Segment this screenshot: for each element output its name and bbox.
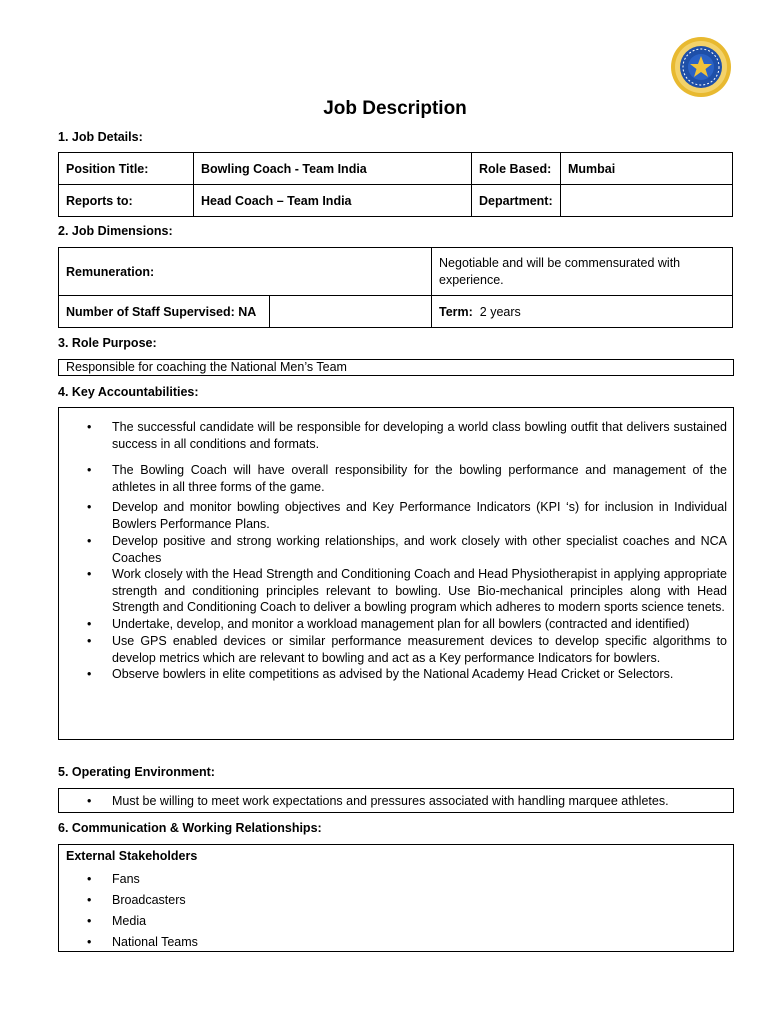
key-accountabilities-list: [59, 419, 733, 683]
section-heading-role-purpose: 3. Role Purpose:: [58, 336, 157, 350]
role-purpose-box: [58, 359, 734, 376]
accountability-item: • Develop and monitor bowling objectives and Key Performance Indicators (KPI ‘s) for inclusion in Individual Bowlers Performance Plans.: [59, 499, 733, 532]
bcci-crest-icon: [670, 36, 732, 98]
job-details-table: [58, 152, 733, 217]
operating-environment-item: • Must be willing to meet work expectations and pressures associated with handling marquee athletes.: [59, 793, 733, 809]
section-heading-job-details: 1. Job Details:: [58, 130, 143, 144]
accountability-item: • The successful candidate will be responsible for developing a world class bowling outfit that delivers sustained success in all conditions and formats.: [59, 419, 733, 452]
accountability-item: • Work closely with the Head Strength and Conditioning Coach and Head Physiotherapist in applying appropriate strength and conditioning principles relevant to bowling. Use Bio-mechanical principles along with Head Strength and Conditioning Coach to deliver a bowling program which adheres to modern sports science tenets.: [59, 566, 733, 616]
staff-supervised-label: Number of Staff Supervised: NA: [59, 296, 270, 328]
job-dimensions-table: [58, 247, 733, 328]
section-heading-operating-environment: 5. Operating Environment:: [58, 765, 215, 779]
page-title: Job Description: [323, 98, 467, 119]
external-stakeholders-heading: External Stakeholders: [66, 849, 198, 863]
stakeholder-item: • Fans: [59, 869, 733, 890]
department-value: [561, 185, 733, 217]
role-purpose-text: Responsible for coaching the National Men’s Team: [66, 360, 347, 374]
section-heading-key-accountabilities: 4. Key Accountabilities:: [58, 385, 199, 399]
accountability-item: • Undertake, develop, and monitor a workload management plan for all bowlers (contracted and identified): [59, 616, 733, 633]
stakeholders-list: [59, 869, 733, 953]
remuneration-value: Negotiable and will be commensurated with experience.: [432, 248, 733, 296]
accountability-item: • Observe bowlers in elite competitions as advised by the National Academy Head Cricket or Selectors.: [59, 666, 733, 683]
role-based-label: Role Based:: [472, 153, 561, 185]
staff-supervised-value: [270, 296, 432, 328]
term-label: Term:: [439, 304, 473, 319]
section-heading-communication: 6. Communication & Working Relationships:: [58, 821, 322, 835]
key-accountabilities-box: [58, 407, 734, 740]
position-title-label: Position Title:: [59, 153, 194, 185]
operating-environment-box: [58, 788, 734, 813]
reports-to-value: Head Coach – Team India: [194, 185, 472, 217]
reports-to-label: Reports to:: [59, 185, 194, 217]
section-heading-job-dimensions: 2. Job Dimensions:: [58, 224, 173, 238]
term-value: 2 years: [479, 304, 521, 319]
remuneration-label: Remuneration:: [59, 248, 432, 296]
department-label: Department:: [472, 185, 561, 217]
accountability-item: • Use GPS enabled devices or similar performance measurement devices to develop specific algorithms to develop metrics which are relevant to bowling and act as a Key performance Indicators for bowlers.: [59, 633, 733, 666]
term-cell: [432, 296, 733, 328]
role-based-value: Mumbai: [561, 153, 733, 185]
operating-environment-list: [59, 793, 733, 809]
stakeholder-item: • Broadcasters: [59, 890, 733, 911]
stakeholder-item: • National Teams: [59, 932, 733, 953]
accountability-item: • The Bowling Coach will have overall responsibility for the bowling performance and management of the athletes in all three forms of the game.: [59, 462, 733, 495]
communication-box: [58, 844, 734, 952]
accountability-item: • Develop positive and strong working relationships, and work closely with other specialist coaches and NCA Coaches: [59, 533, 733, 566]
position-title-value: Bowling Coach - Team India: [194, 153, 472, 185]
stakeholder-item: • Media: [59, 911, 733, 932]
